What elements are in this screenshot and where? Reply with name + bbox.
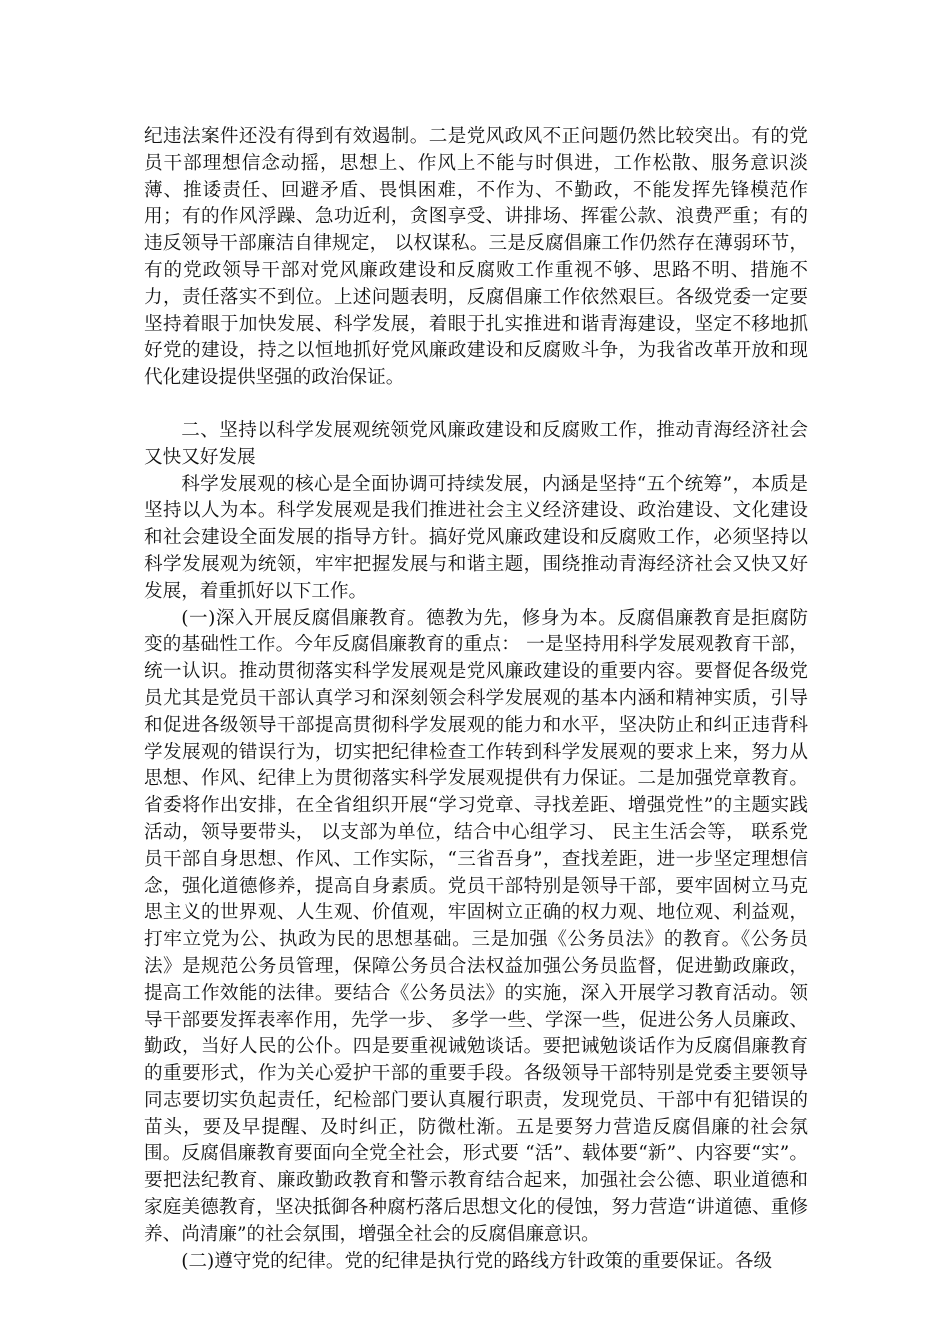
- document-body: [144, 124, 808, 1275]
- paragraph-scientific-outlook: 科学发展观的核心是全面协调可持续发展，内涵是坚持“五个统筹”，本质是坚持以人为本。科学发展观是我们推进社会主义经济建设、政治建设、文化建设和社会建设全面发展的指导方针。搞好党风廉政建设和反腐败工作，必须坚持以科学发展观为统领，牢牢把握发展与和谐主题，围绕推动青海经济社会又快又好发展，着重抓好以下工作。: [144, 473, 808, 602]
- paragraph-continuation: 纪违法案件还没有得到有效遏制。二是党风政风不正问题仍然比较突出。有的党员干部理想信念动摇，思想上、作风上不能与时俱进，工作松散、服务意识淡薄、推诿责任、回避矛盾、畏惧困难，不作为、不勤政，不能发挥先锋模范作用；有的作风浮躁、急功近利，贪图享受、讲排场、挥霍公款、浪费严重；有的违反领导干部廉洁自律规定， 以权谋私。三是反腐倡廉工作仍然存在薄弱环节，有的党政领导干部对党风廉政建设和反腐败工作重视不够、思路不明、措施不力，责任落实不到位。上述问题表明，反腐倡廉工作依然艰巨。各级党委一定要坚持着眼于加快发展、科学发展，着眼于扎实推进和谐青海建设，坚定不移地抓好党的建设，持之以恒地抓好党风廉政建设和反腐败斗争，为我省改革开放和现代化建设提供坚强的政治保证。: [144, 126, 808, 389]
- paragraph-anti-corruption-education: (一)深入开展反腐倡廉教育。德教为先，修身为本。反腐倡廉教育是拒腐防变的基础性工作。今年反腐倡廉教育的重点： 一是坚持用科学发展观教育干部，统一认识。推动贯彻落实科学发展观是党风廉政建设的重要内容。要督促各级党员尤其是党员干部认真学习和深刻领会科学发展观的基本内涵和精神实质，引导和促进各级领导干部提高贯彻科学发展观的能力和水平，坚决防止和纠正违背科学发展观的错误行为，切实把纪律检查工作转到科学发展观的要求上来，努力从思想、作风、纪律上为贯彻落实科学发展观提供有力保证。二是加强党章教育。省委将作出安排，在全省组织开展“学习党章、寻找差距、增强党性”的主题实践活动，领导要带头， 以支部为单位，结合中心组学习、 民主生活会等， 联系党员干部自身思想、作风、工作实际，“三省吾身”，查找差距，进一步坚定理想信念，强化道德修养，提高自身素质。党员干部特别是领导干部，要牢固树立马克思主义的世界观、人生观、价值观，牢固树立正确的权力观、地位观、利益观，打牢立党为公、执政为民的思想基础。三是加强《公务员法》的教育。《公务员法》是规范公务员管理，保障公务员合法权益加强公务员监督，促进勤政廉政，提高工作效能的法律。要结合《公务员法》的实施，深入开展学习教育活动。领导干部要发挥表率作用，先学一步、 多学一些、学深一些，促进公务人员廉政、勤政，当好人民的公仆。四是要重视诫勉谈话。要把诫勉谈话作为反腐倡廉教育的重要形式，作为关心爱护干部的重要手段。各级领导干部特别是党委主要领导同志要切实负起责任，纪检部门要认真履行职责，发现党员、干部中有犯错误的苗头，要及早提醒、及时纠正，防微杜渐。五是要努力营造反腐倡廉的社会氛围。反腐倡廉教育要面向全党全社会，形式要 “活”、载体要“新”、内容要“实”。要把法纪教育、廉政勤政教育和警示教育结合起来，加强社会公德、职业道德和家庭美德教育，坚决抵御各种腐朽落后思想文化的侵蚀，努力营造“讲道德、重修养、尚清廉”的社会氛围，增强全社会的反腐倡廉意识。: [144, 607, 808, 1245]
- paragraph-party-discipline: (二)遵守党的纪律。党的纪律是执行党的路线方针政策的重要保证。各级: [181, 1250, 773, 1272]
- section-heading: 二、坚持以科学发展观统领党风廉政建设和反腐败工作，推动青海经济社会又快又好发展: [144, 419, 808, 468]
